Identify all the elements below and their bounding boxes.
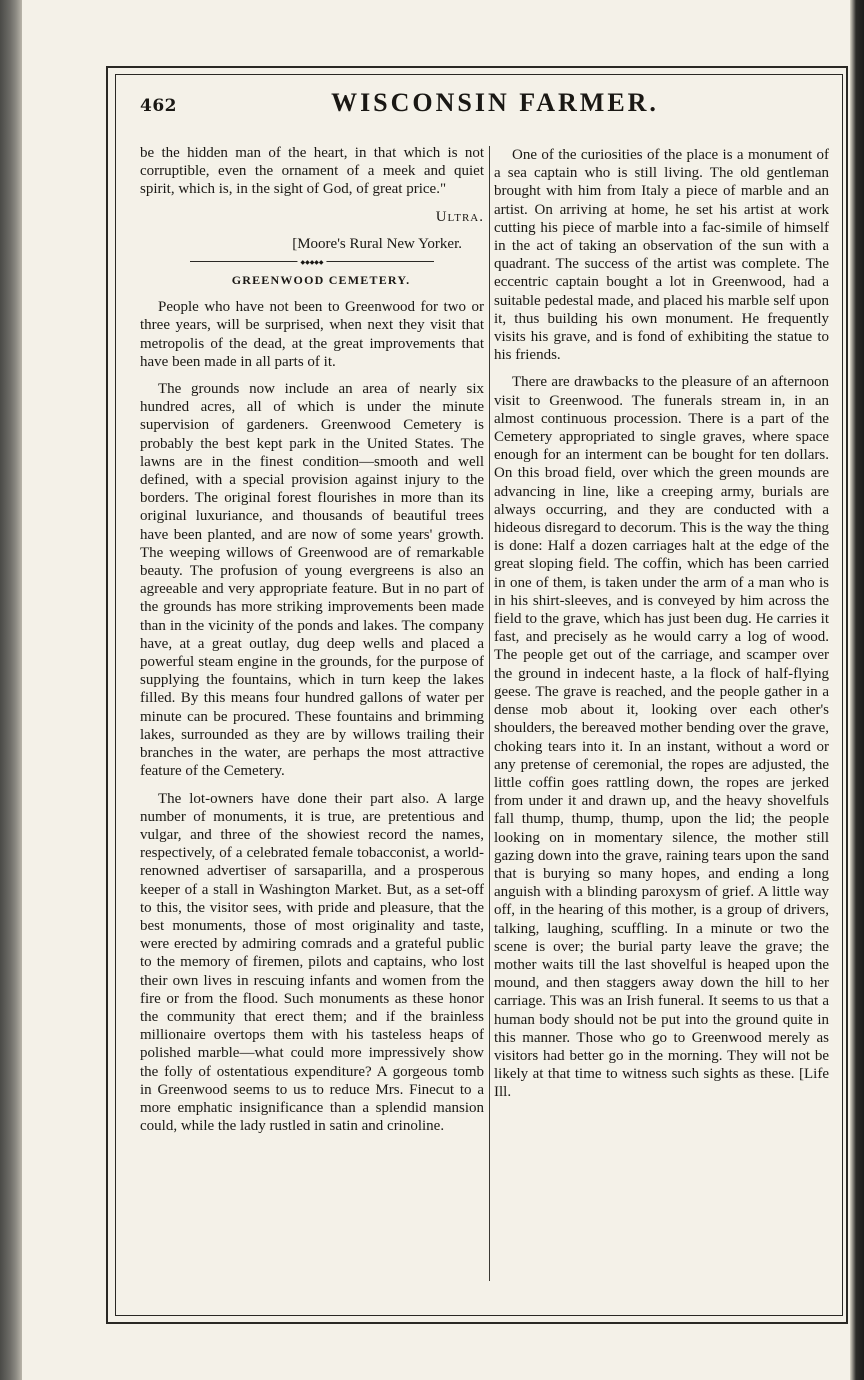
body-paragraph: People who have not been to Greenwood for two or three years, will be surprised, when next they visit that metropolis of the dead, at the great improvements that have been made in all parts of it. [140,299,484,370]
ornamental-divider [140,255,484,269]
opening-paragraph: be the hidden man of the heart, in that which is not corruptible, even the ornament of a meek and quiet spirit, which is, in the sight of God, of great price." [140,145,484,198]
book-binding-edge [0,0,22,1380]
running-head: WISCONSIN FARMER. [331,88,659,117]
source-citation: [Moore's Rural New Yorker. [292,235,462,252]
article-title: GREENWOOD CEMETERY. [231,273,411,288]
signature [140,208,484,226]
column-rule [489,146,490,1281]
body-paragraph: There are drawbacks to the pleasure of an afternoon visit to Greenwood. The funerals stream in, in an almost continuous procession. There is a part of the Cemetery appropriated to single graves, where space enough for an interment can be bought for ten dollars. On this broad field, over which the green mounds are advancing in line, like a creeping army, burials are always occurring, and they are conducted with a hideous disregard to decorum. This is the way the thing is done: Half a dozen carriages halt at the edge of the great sloping field. The coffin, which has been carried in one of them, is taken under the arm of a man who is in his shirt-sleeves, and is conveyed by him across the field to the grave, which has just been dug. He carries it fast, and precisely as he would carry a log of wood. The people get out of the carriage, and scamper over the ground in indecent haste, a la flock of half-flying geese. The grave is reached, and the people gather in a dense mob about it, looking over each other's shoulders, the bereaved mother bending over the grave, choking tears into it. In an instant, without a word or any pretense of ceremonial, the ropes are adjusted, the little coffin goes rattling down, the ropes are jerked from under it and drawn up, and the heavy shovelfuls fall thump, thump, thump, upon the lid; the people looking on in momentary silence, the mother still gazing down into the grave, raining tears upon the sand that is burying so many hopes, and ending a long anguish with a blinding paroxysm of grief. A little way off, in the hearing of this mother, is a group of drivers, talking, laughing, scuffling. In a minute or two the scene is over; the burial party leave the grave; the mother waits till the last shovelful is heaped upon the mound, and then staggers away down the hill to her carriage. This was an Irish funeral. It seems to us that a human body should not be put into the ground quite in this manner. Those who go to Greenwood merely as visitors had better go in the morning. They will not be likely at that time to witness such sights as these. [Life Ill. [494,374,829,1101]
body-paragraph: The grounds now include an area of nearly six hundred acres, all of which is under the minute supervision of gardeners. Greenwood Cemetery is probably the best kept park in the United States. The lawns are in the finest condition—smooth and well defined, with a special provision against injury to the borders. The original forest flourishes in more than its original luxuriance, and thousands of beautiful trees have been planted, and are now of some years' growth. The weeping willows of Greenwood are of remarkable beauty. The profusion of young evergreens is also an agreeable and very appropriate feature. But in no part of the grounds has more striking improvements been made than in the vicinity of the ponds and lakes. The company have, at a great outlay, dug deep wells and placed a powerful steam engine in the grounds, for the purpose of supplying the fountains, which in turn keep the lakes filled. By this means four hundred gallons of water per minute can be procured. These fountains and brimming lakes, surrounded as they are by willows trailing their branches in the water, are perhaps the most attractive feature of the Cemetery. [140,381,484,780]
body-paragraph: The lot-owners have done their part also. A large number of monuments, it is true, are pretentious and vulgar, and three of the showiest record the names, respectively, of a celebrated female tobacconist, a world-renowned advertiser of sarsaparilla, and a prosperous keeper of a stall in Washington Market. But, as a set-off to this, the visitor sees, with pride and pleasure, that the best monuments, those of most originality and taste, were erected by admiring comrads and a grateful public to the memory of firemen, pilots and captains, who lost their own lives in rescuing infants and women from the fire or from the flood. Such monuments as these honor the community that erect them; and if the brainless millionaire overtops them with his tasteless heaps of polished marble—what could more impressively show the folly of ostentatious expenditure? A gorgeous tomb in Greenwood seems to us to reduce Mrs. Finecut to a more emphatic insignificance than a splendid mansion could, while the lady rustled in satin and crinoline. [140,790,484,1135]
signature-text: Ultra. [435,208,484,225]
page-edge-shadow [850,0,864,1380]
body-paragraph: One of the curiosities of the place is a monument of a sea captain who is still living. The old gentleman brought with him from Italy a piece of marble and an artist. On arriving at home, he set his artist at work cutting his piece of marble into a fac-simile of himself in the act of taking an observation of the sun with a quadrant. The success of the artist was complete. The eccentric captain bought a lot in Greenwood, had a suitable pedestal made, and placed his marble self upon it, thus building his own monument. He frequently visits his grave, and is fond of exhibiting the statue to his friends. [494,147,829,364]
right-column [494,146,829,1102]
left-column [140,144,484,1135]
page-number: 462 [140,96,177,116]
